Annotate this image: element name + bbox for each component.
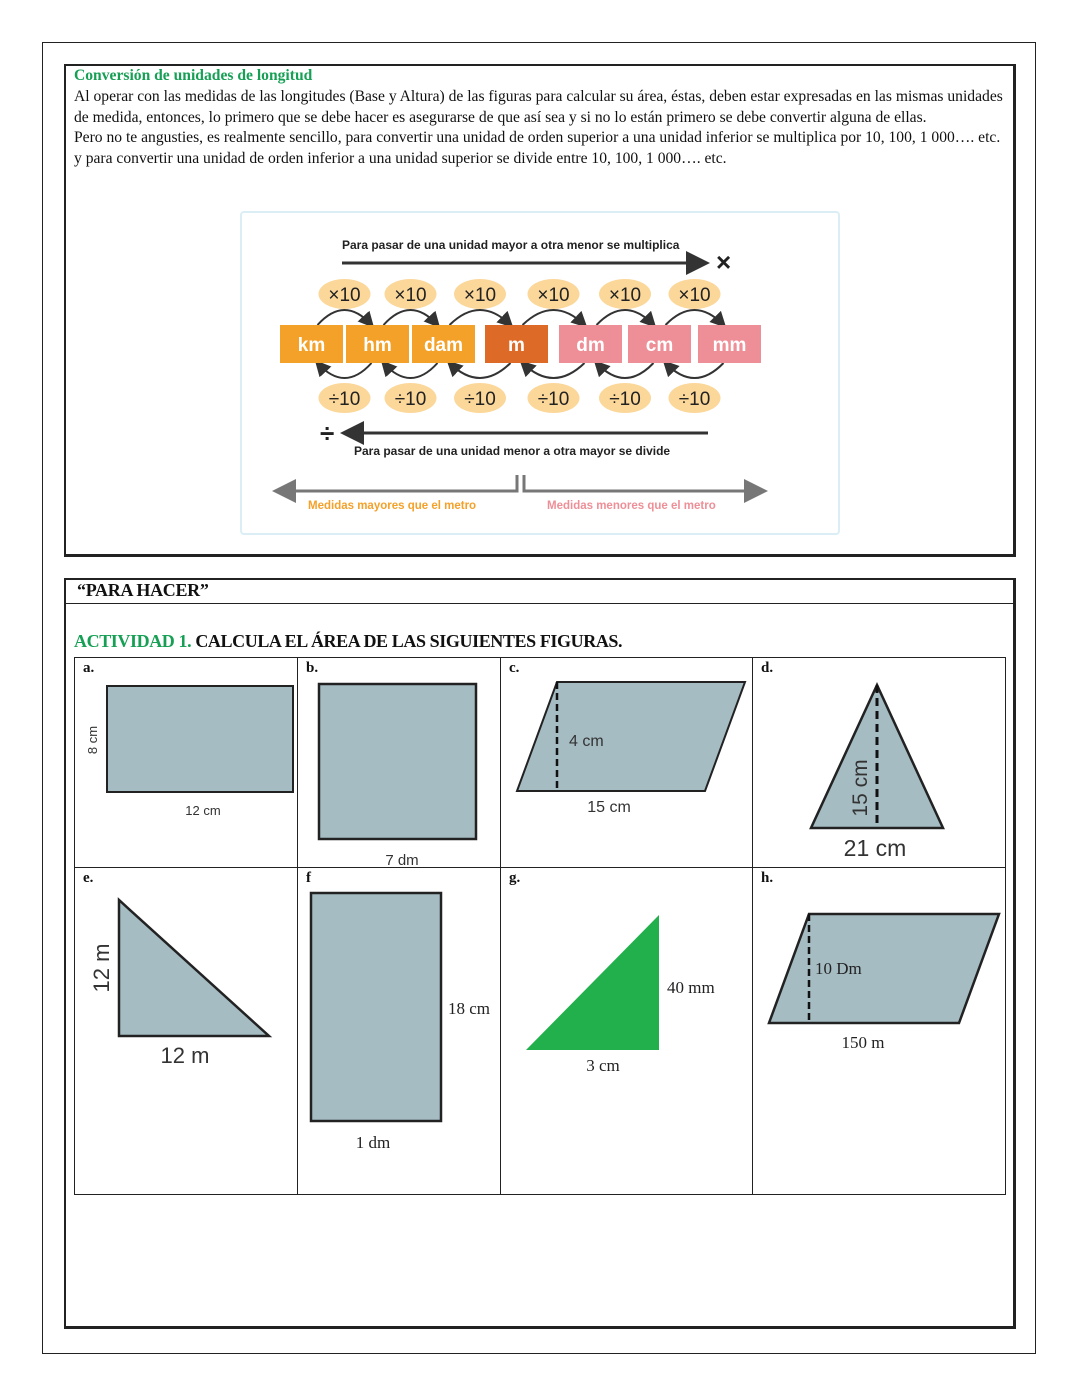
height-label: 40 mm — [667, 978, 715, 997]
height-label: 4 cm — [569, 733, 604, 750]
figure-c-parallelogram — [501, 658, 754, 869]
multiply-badge-text: ×10 — [463, 285, 497, 306]
base-label: 7 dm — [385, 852, 419, 869]
unit-boxes — [280, 325, 761, 363]
divide-badge-text: ÷10 — [394, 389, 427, 410]
divide-caption: Para pasar de una unidad menor a otra mayor se divide — [354, 444, 671, 458]
figure-cell-d — [752, 657, 1006, 868]
para-hacer-heading: “PARA HACER” — [77, 580, 209, 600]
unit-box-m — [485, 325, 548, 363]
height-label: 12 m — [89, 943, 114, 993]
figure-label: c. — [509, 660, 520, 676]
figure-e-right-triangle — [75, 868, 299, 1196]
intro-paragraph-2: Pero no te angusties, es realmente sencillo, para convertir una unidad de orden superior a una unidad inferior se multiplica por 10, 100, 1 000…. etc. y para convertir una unidad de orden inferior a una unidad superior se divide entre 10, 100, 1 000…. etc. — [74, 129, 1001, 168]
figure-label: d. — [761, 660, 774, 676]
unit-box-cm — [628, 325, 691, 363]
multiply-badge-text: ×10 — [394, 285, 427, 306]
figure-label: b. — [306, 660, 319, 676]
figure-label: f — [306, 870, 311, 886]
divide-badge — [454, 383, 506, 413]
figure-label: g. — [509, 870, 521, 886]
base-label: 150 m — [841, 1033, 885, 1052]
divide-badge — [669, 383, 721, 413]
figure-b-square — [298, 658, 502, 869]
multiply-badge — [454, 279, 506, 309]
multiply-arc — [597, 310, 654, 325]
figure-cell-f — [297, 867, 501, 1195]
figures-grid — [74, 657, 1006, 1195]
unit-label: m — [508, 335, 525, 356]
divide-badge — [319, 383, 371, 413]
divide-arc — [597, 363, 654, 378]
multiply-icon: × — [716, 247, 732, 277]
figure-h-parallelogram — [753, 868, 1007, 1196]
base-label: 12 cm — [185, 803, 221, 818]
right-range-arrow — [524, 475, 762, 491]
figure-cell-a — [74, 657, 298, 868]
figure-cell-b — [297, 657, 501, 868]
intro-paragraph-1: Al operar con las medidas de las longitudes (Base y Altura) de las figuras para calcular su área, éstas, deben estar expresadas en las mismas unidades de medida, entonces, lo primero que se debe hacer es asegurarse de que así sea y si no lo están primero se debe convertir alguna de ellas. — [74, 87, 1003, 126]
diagram-canvas — [242, 213, 838, 533]
divide-icon: ÷ — [320, 418, 335, 448]
figure-label: a. — [83, 660, 95, 676]
unit-box-dam — [412, 325, 475, 363]
multiply-badge — [385, 279, 437, 309]
figure-cell-g — [500, 867, 753, 1195]
unit-label: cm — [645, 335, 674, 356]
multiply-badge-text: ×10 — [537, 285, 570, 306]
left-range-label: Medidas mayores que el metro — [308, 500, 477, 512]
multiply-badge — [669, 279, 721, 309]
figure-label: h. — [761, 870, 774, 886]
base-label: 21 cm — [843, 835, 907, 861]
divide-badge-text: ÷10 — [464, 389, 496, 410]
divide-badge-text: ÷10 — [678, 389, 711, 410]
unit-label: hm — [363, 335, 392, 356]
multiply-arc — [666, 310, 724, 325]
unit-conversion-diagram — [240, 211, 840, 535]
multiply-caption: Para pasar de una unidad mayor a otra menor se multiplica — [342, 238, 680, 252]
figure-cell-e — [74, 867, 298, 1195]
base-label: 1 dm — [355, 1133, 391, 1152]
divide-arc — [523, 363, 585, 378]
divide-badge — [528, 383, 580, 413]
unit-box-km — [280, 325, 343, 363]
figure-g-right-triangle — [501, 868, 754, 1196]
unit-label: mm — [712, 335, 747, 356]
unit-label: dam — [423, 335, 464, 356]
multiply-arc — [384, 310, 438, 325]
intro-text — [74, 66, 1010, 170]
activity-number: ACTIVIDAD 1. — [74, 631, 192, 651]
divide-badge-text: ÷10 — [537, 389, 570, 410]
right-range-label: Medidas menores que el metro — [547, 500, 716, 512]
figure-f-rectangle — [298, 868, 502, 1196]
height-label: 18 cm — [448, 999, 491, 1018]
multiply-badge-text: ×10 — [328, 285, 361, 306]
unit-box-mm — [698, 325, 761, 363]
divide-badge — [385, 383, 437, 413]
multiply-badge — [319, 279, 371, 309]
multiply-badge — [599, 279, 651, 309]
activity-title — [74, 631, 622, 652]
unit-label: dm — [576, 335, 605, 356]
divide-arc — [666, 363, 724, 378]
height-label: 15 cm — [849, 759, 872, 817]
unit-label: km — [297, 335, 326, 356]
divide-badge — [599, 383, 651, 413]
divide-arc — [450, 363, 511, 378]
base-label: 3 cm — [586, 1056, 620, 1075]
figure-label: e. — [83, 870, 94, 886]
section-title: Conversión de unidades de longitud — [74, 67, 313, 84]
base-label: 12 m — [160, 1043, 210, 1068]
divide-badge-text: ÷10 — [328, 389, 361, 410]
multiply-badges — [319, 279, 721, 309]
height-label: 8 cm — [85, 725, 100, 755]
left-range-arrow — [278, 475, 517, 491]
multiply-arc — [523, 310, 585, 325]
figure-cell-h — [752, 867, 1006, 1195]
multiply-arc — [450, 310, 511, 325]
unit-box-dm — [559, 325, 622, 363]
figure-d-triangle — [753, 658, 1007, 869]
unit-box-hm — [346, 325, 409, 363]
multiply-arc — [318, 310, 372, 325]
multiply-badge — [528, 279, 580, 309]
height-label: 10 Dm — [815, 959, 862, 978]
multiply-badge-text: ×10 — [678, 285, 711, 306]
divide-badges — [319, 383, 721, 413]
divide-badge-text: ÷10 — [609, 389, 641, 410]
figure-a-rectangle — [75, 658, 299, 869]
figure-cell-c — [500, 657, 753, 868]
multiply-badge-text: ×10 — [608, 285, 642, 306]
divide-arc — [384, 363, 438, 378]
activity-instruction: CALCULA EL ÁREA DE LAS SIGUIENTES FIGURAS. — [191, 631, 623, 651]
divide-arc — [318, 363, 372, 378]
base-label: 15 cm — [587, 799, 631, 816]
